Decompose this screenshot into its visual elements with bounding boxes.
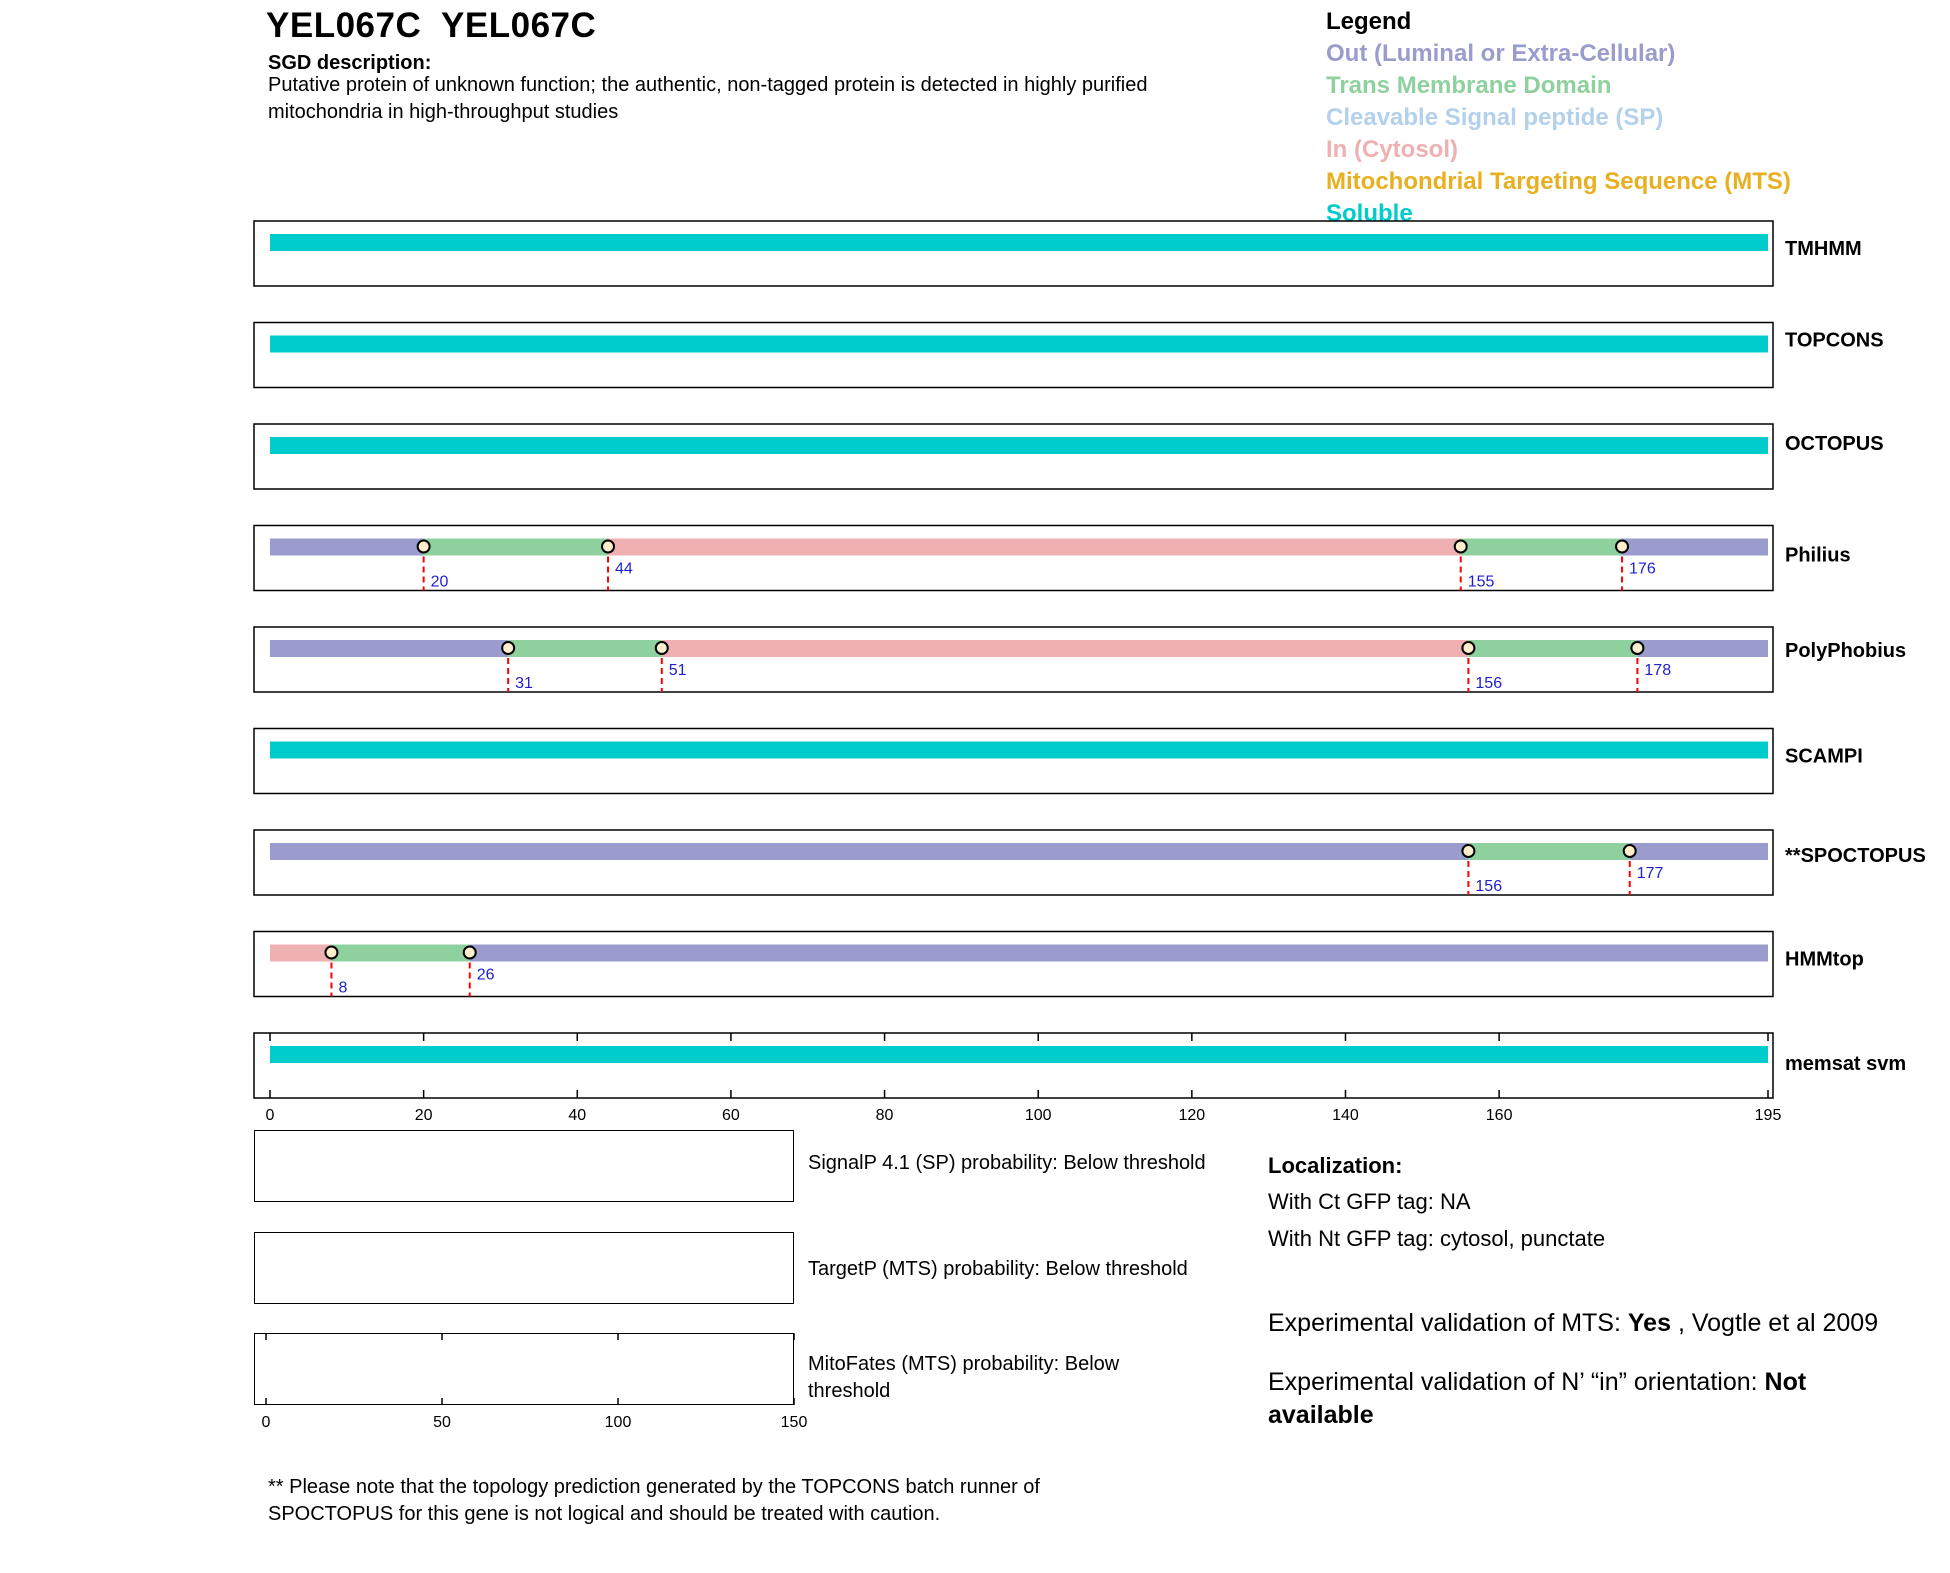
- x-tick-label-195: 195: [1754, 1107, 1782, 1124]
- segment-polyphobius-2: [662, 640, 1469, 657]
- segment-octopus-0: [270, 437, 1768, 454]
- track-name-spoctopus: **SPOCTOPUS: [1785, 845, 1926, 867]
- targetp-label: TargetP (MTS) probability: Below threshold: [808, 1258, 1188, 1280]
- position-label-polyphobius-178: 178: [1644, 662, 1672, 679]
- position-label-hmmtop-8: 8: [338, 979, 348, 997]
- x-tick-label-160: 160: [1485, 1107, 1513, 1124]
- track-box-philius: [254, 526, 1773, 591]
- marker-philius-176: [1616, 541, 1628, 553]
- legend-item-tm: Trans Membrane Domain: [1326, 72, 1612, 99]
- marker-polyphobius-31: [502, 642, 514, 654]
- mitofates-label: MitoFates (MTS) probability: Below threshold: [808, 1353, 1120, 1402]
- prob-tick-label-100: 100: [604, 1414, 632, 1431]
- marker-polyphobius-156: [1462, 642, 1474, 654]
- track-box-scampi: [254, 729, 1773, 794]
- segment-philius-3: [1461, 539, 1622, 556]
- targetp-box: [254, 1232, 794, 1304]
- segment-tmhmm-0: [270, 234, 1768, 251]
- segment-hmmtop-0: [270, 945, 331, 962]
- x-tick-label-80: 80: [875, 1107, 894, 1124]
- footnote: ** Please note that the topology prediction generated by the TOPCONS batch runner of SPOCTOPUS for this gene is not logical and should be treated with caution.: [268, 1476, 1040, 1525]
- prob-tick-label-50: 50: [433, 1414, 451, 1431]
- segment-spoctopus-2: [1630, 843, 1768, 860]
- x-tick-label-60: 60: [722, 1107, 740, 1124]
- position-label-philius-20: 20: [430, 573, 449, 591]
- sgd-description-label: SGD description:: [268, 52, 432, 74]
- position-label-polyphobius-51: 51: [668, 662, 687, 679]
- track-name-hmmtop: HMMtop: [1785, 948, 1864, 971]
- segment-topcons-0: [270, 336, 1768, 353]
- segment-memsat-svm-0: [270, 1046, 1768, 1063]
- legend-item-out: Out (Luminal or Extra-Cellular): [1326, 40, 1676, 67]
- segment-scampi-0: [270, 742, 1768, 759]
- marker-polyphobius-178: [1631, 642, 1643, 654]
- marker-philius-20: [418, 541, 430, 553]
- segment-spoctopus-1: [1468, 843, 1629, 860]
- signalp-box: [254, 1130, 794, 1202]
- x-tick-label-140: 140: [1332, 1107, 1359, 1124]
- track-box-polyphobius: [254, 627, 1773, 692]
- gene-title: YEL067C YEL067C: [266, 6, 597, 45]
- marker-philius-44: [602, 541, 614, 553]
- segment-polyphobius-0: [270, 640, 508, 657]
- segment-philius-1: [424, 539, 608, 556]
- prob-tick-label-0: 0: [261, 1414, 271, 1431]
- segment-hmmtop-1: [331, 945, 469, 962]
- marker-hmmtop-8: [325, 947, 337, 959]
- track-name-memsat-svm: memsat svm: [1785, 1053, 1907, 1075]
- position-label-philius-44: 44: [615, 560, 633, 578]
- track-box-octopus: [254, 424, 1773, 489]
- track-name-octopus: OCTOPUS: [1785, 433, 1884, 455]
- signalp-label: SignalP 4.1 (SP) probability: Below threshold: [808, 1152, 1206, 1174]
- sgd-description-text: Putative protein of unknown function; the authentic, non-tagged protein is detected in highly purified mitochondria in high-throughput studies: [268, 74, 1148, 123]
- legend-item-mts: Mitochondrial Targeting Sequence (MTS): [1326, 168, 1791, 195]
- track-name-polyphobius: PolyPhobius: [1785, 640, 1907, 662]
- mts-validation-suffix: , Vogtle et al 2009: [1671, 1309, 1879, 1337]
- position-label-philius-176: 176: [1629, 560, 1656, 578]
- marker-hmmtop-26: [464, 947, 476, 959]
- x-tick-label-40: 40: [568, 1107, 587, 1124]
- marker-spoctopus-177: [1624, 845, 1636, 857]
- n-in-validation: [1268, 1366, 1868, 1432]
- segment-spoctopus-0: [270, 843, 1468, 860]
- localization-title: Localization:: [1268, 1153, 1403, 1178]
- nt-gfp-text: With Nt GFP tag: cytosol, punctate: [1268, 1226, 1606, 1251]
- ct-gfp-text: With Ct GFP tag: NA: [1268, 1189, 1471, 1214]
- track-name-tmhmm: TMHMM: [1785, 238, 1862, 260]
- legend-item-in: In (Cytosol): [1326, 136, 1458, 163]
- track-box-tmhmm: [254, 221, 1773, 286]
- legend-item-sp: Cleavable Signal peptide (SP): [1326, 104, 1664, 131]
- marker-philius-155: [1455, 541, 1467, 553]
- x-tick-label-20: 20: [414, 1107, 433, 1124]
- x-tick-label-100: 100: [1024, 1107, 1052, 1124]
- marker-polyphobius-51: [656, 642, 668, 654]
- segment-philius-2: [608, 539, 1461, 556]
- marker-spoctopus-156: [1462, 845, 1474, 857]
- segment-philius-0: [270, 539, 424, 556]
- position-label-hmmtop-26: 26: [476, 966, 495, 984]
- track-box-hmmtop: [254, 932, 1773, 997]
- segment-philius-4: [1622, 539, 1768, 556]
- mts-validation-prefix: Experimental validation of MTS:: [1268, 1309, 1628, 1337]
- track-box-memsat-svm: [254, 1033, 1773, 1098]
- position-label-polyphobius-156: 156: [1475, 675, 1503, 692]
- mitofates-box: [254, 1333, 794, 1405]
- position-label-spoctopus-156: 156: [1475, 878, 1503, 895]
- track-box-spoctopus: [254, 830, 1773, 895]
- x-tick-label-0: 0: [265, 1107, 275, 1124]
- segment-polyphobius-1: [508, 640, 662, 657]
- track-name-topcons: TOPCONS: [1785, 329, 1884, 352]
- segment-polyphobius-4: [1637, 640, 1768, 657]
- segment-hmmtop-2: [470, 945, 1768, 962]
- mts-validation-value: Yes: [1627, 1309, 1671, 1337]
- position-label-polyphobius-31: 31: [515, 675, 533, 692]
- mts-validation: [1268, 1307, 1878, 1340]
- n-in-validation-value: Not available: [1268, 1368, 1807, 1429]
- x-tick-label-120: 120: [1178, 1107, 1206, 1124]
- prob-tick-label-150: 150: [780, 1414, 808, 1431]
- segment-polyphobius-3: [1468, 640, 1637, 657]
- track-name-philius: Philius: [1785, 544, 1851, 567]
- track-box-topcons: [254, 323, 1773, 388]
- legend-item-soluble: Soluble: [1326, 200, 1413, 227]
- n-in-validation-prefix: Experimental validation of N’ “in” orientation:: [1268, 1368, 1765, 1396]
- position-label-spoctopus-177: 177: [1636, 865, 1664, 882]
- track-name-scampi: SCAMPI: [1785, 745, 1863, 768]
- legend-title: Legend: [1326, 8, 1412, 35]
- position-label-philius-155: 155: [1467, 573, 1495, 591]
